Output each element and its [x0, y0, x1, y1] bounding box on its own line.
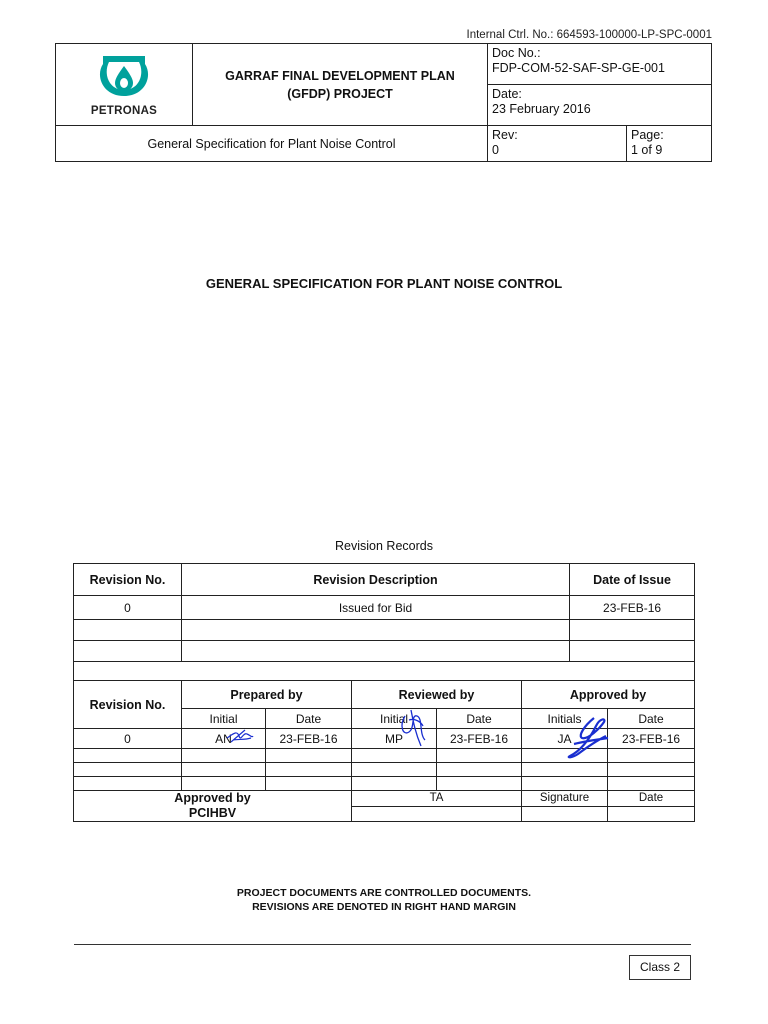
- prepared-initial-header: Initial: [182, 709, 266, 729]
- prepared-by-header: Prepared by: [182, 681, 352, 709]
- reviewed-by-header: Reviewed by: [352, 681, 522, 709]
- reviewed-initial-header: Initial: [352, 709, 437, 729]
- header-table: [55, 43, 712, 162]
- reviewed-initial-cell: [352, 729, 437, 749]
- project-title-line1: GARRAF FINAL DEVELOPMENT PLAN: [225, 68, 455, 83]
- ta-header: TA: [352, 791, 522, 807]
- prepared-date-cell: 23-FEB-16: [266, 729, 352, 749]
- approved-date-cell: 23-FEB-16: [608, 729, 695, 749]
- date-value: 23 February 2016: [492, 102, 591, 116]
- col-header-description: Revision Description: [182, 564, 570, 596]
- approved-initial-cell: [522, 729, 608, 749]
- date-cell: [488, 85, 712, 126]
- revision-table: [73, 563, 695, 822]
- class-label: Class 2: [629, 955, 691, 980]
- logo-wordmark: PETRONAS: [90, 105, 158, 117]
- project-title: [193, 44, 488, 126]
- table-row: [74, 749, 695, 763]
- rev-cell: [488, 126, 627, 162]
- pcihbv-date-header: Date: [608, 791, 695, 807]
- doc-no-label: Doc No.:: [492, 46, 541, 60]
- table-row: [74, 641, 695, 662]
- table-row: [74, 729, 695, 749]
- rev-value: 0: [492, 143, 499, 157]
- signature-header: Signature: [522, 791, 608, 807]
- footer-divider: [74, 944, 691, 945]
- logo-cell: [56, 44, 193, 126]
- prepared-initial-text: AN: [215, 731, 232, 746]
- rev-label: Rev:: [492, 128, 518, 142]
- approved-date-header: Date: [608, 709, 695, 729]
- table-row: [74, 596, 695, 620]
- page-cell: [627, 126, 712, 162]
- signoff-rev-cell: 0: [74, 729, 182, 749]
- table-row: [74, 777, 695, 791]
- controlled-docs-note: [0, 886, 768, 914]
- prepared-date-header: Date: [266, 709, 352, 729]
- date-label: Date:: [492, 87, 522, 101]
- approved-by-pcihbv-line2: PCIHBV: [188, 806, 237, 820]
- doc-no-cell: [488, 44, 712, 85]
- col-header-rev-no: Revision No.: [74, 564, 182, 596]
- rev-no-cell: 0: [74, 596, 182, 620]
- controlled-docs-note-line1: PROJECT DOCUMENTS ARE CONTROLLED DOCUMENTS.: [236, 887, 532, 899]
- description-cell: Issued for Bid: [182, 596, 570, 620]
- spacer-row: [74, 662, 695, 681]
- internal-ctrl-no: Internal Ctrl. No.: 664593-100000-LP-SPC-0001: [466, 29, 712, 41]
- date-issue-cell: 23-FEB-16: [570, 596, 695, 620]
- signoff-rev-no-header: Revision No.: [74, 681, 182, 729]
- project-title-line2: (GFDP) PROJECT: [287, 86, 393, 101]
- revision-records-caption: Revision Records: [335, 539, 433, 553]
- document-title: GENERAL SPECIFICATION FOR PLANT NOISE CONTROL: [205, 276, 563, 291]
- prepared-initial-cell: [182, 729, 266, 749]
- table-row: [74, 763, 695, 777]
- page-value: 1 of 9: [631, 143, 663, 157]
- petronas-logo-icon: [56, 52, 192, 103]
- approved-initials-header: Initials: [522, 709, 608, 729]
- controlled-docs-note-line2: REVISIONS ARE DENOTED IN RIGHT HAND MARGIN: [252, 901, 516, 913]
- doc-no-value: FDP-COM-52-SAF-SP-GE-001: [492, 61, 665, 75]
- reviewed-date-header: Date: [437, 709, 522, 729]
- page-label: Page:: [631, 128, 664, 142]
- approved-by-pcihbv: [74, 791, 352, 822]
- reviewed-initial-text: MP: [385, 731, 403, 746]
- spec-title: General Specification for Plant Noise Control: [56, 126, 488, 162]
- col-header-date-issue: Date of Issue: [570, 564, 695, 596]
- approved-by-header: Approved by: [522, 681, 695, 709]
- table-row: [74, 620, 695, 641]
- approved-initial-text: JA: [557, 731, 572, 746]
- approved-by-pcihbv-line1: Approved by: [174, 791, 251, 805]
- reviewed-date-cell: 23-FEB-16: [437, 729, 522, 749]
